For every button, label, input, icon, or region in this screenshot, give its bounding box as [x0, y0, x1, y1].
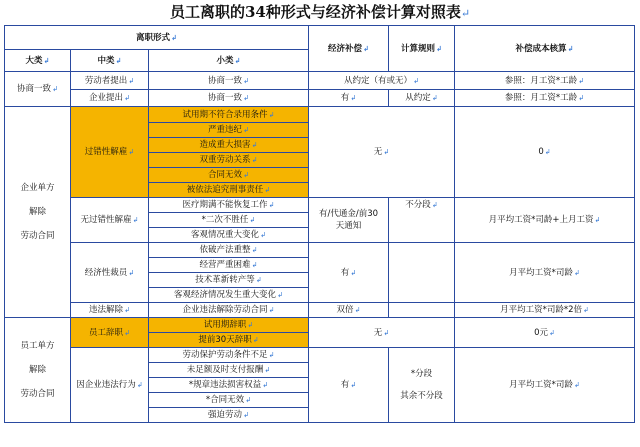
- nonfault-item: 客观情况重大变化↲: [149, 228, 309, 243]
- nonfault-item: *二次不胜任↲: [149, 213, 309, 228]
- resign-compensation: 无↲: [309, 318, 455, 348]
- header-compensation: 经济补偿↲: [309, 26, 389, 72]
- header-minor: 小类↲: [149, 50, 309, 72]
- nonfault-compensation: 有/代通金/前30 天通知: [309, 198, 389, 243]
- econ-item: 经营严重困难↲: [149, 258, 309, 273]
- enterprise-unilateral-major: 企业单方 解除 劳动合同: [5, 107, 71, 318]
- enterprise-rule: 从约定↲: [389, 90, 455, 107]
- illegal-termination: 违法解除↲: [71, 303, 149, 318]
- header-cost: 补偿成本核算↲: [455, 26, 635, 72]
- violation-item: *规章违法损害权益↲: [149, 378, 309, 393]
- illegal-rule: [389, 303, 455, 318]
- violation-cost: 月平均工资*司龄↲: [455, 348, 635, 423]
- enterprise-compensation: 有↲: [309, 90, 389, 107]
- compensation-table: [4, 25, 635, 423]
- enterprise-propose: 企业提出↲: [71, 90, 149, 107]
- economic-layoff: 经济性裁员↲: [71, 243, 149, 303]
- resign-item: 试用期辞职↲: [149, 318, 309, 333]
- illegal-compensation: 双倍↲: [309, 303, 389, 318]
- fault-compensation: 无↲: [309, 107, 455, 198]
- header-middle: 中类↲: [71, 50, 149, 72]
- header-form: 离职形式↲: [5, 26, 309, 50]
- return-mark-icon: ↵: [460, 7, 471, 20]
- page-title: 员工离职的34种形式与经济补偿计算对照表↵: [169, 3, 471, 21]
- econ-cost: 月平均工资*司龄↲: [455, 243, 635, 303]
- header-rule: 计算规则↲: [389, 26, 455, 72]
- fault-item: 试用期不符合录用条件↲: [149, 107, 309, 123]
- worker-compensation: 从约定（有或无）↲: [309, 72, 455, 90]
- violation-rule: *分段 其余不分段: [389, 348, 455, 423]
- resign-item: 提前30天辞职↲: [149, 333, 309, 348]
- enterprise-minor: 协商一致↲: [149, 90, 309, 107]
- negotiate-major: 协商一致↲: [5, 72, 71, 107]
- violation-item: 未足额及时支付报酬↲: [149, 363, 309, 378]
- fault-item: 双重劳动关系↲: [149, 153, 309, 168]
- econ-item: 技术革新转产等↲: [149, 273, 309, 288]
- violation-item: 强迫劳动↲: [149, 408, 309, 423]
- econ-rule: [389, 243, 455, 303]
- violation-item: *合同无效↲: [149, 393, 309, 408]
- nonfault-dismissal: 无过错性解雇↲: [71, 198, 149, 243]
- employee-unilateral-major: 员工单方 解除 劳动合同: [5, 318, 71, 423]
- econ-item: 依破产法重整↲: [149, 243, 309, 258]
- resign-cost: 0元↲: [455, 318, 635, 348]
- nonfault-rule: 不分段↲: [389, 198, 455, 243]
- econ-item: 客观经济情况发生重大变化↲: [149, 288, 309, 303]
- header-major: 大类↲: [5, 50, 71, 72]
- fault-item: 造成重大损害↲: [149, 138, 309, 153]
- violation-compensation: 有↲: [309, 348, 389, 423]
- worker-propose: 劳动者提出↲: [71, 72, 149, 90]
- violation-item: 劳动保护劳动条件不足↲: [149, 348, 309, 363]
- worker-cost: 参照：月工资*工龄↲: [455, 72, 635, 90]
- econ-compensation: 有↲: [309, 243, 389, 303]
- illegal-minor: 企业违法解除劳动合同↲: [149, 303, 309, 318]
- illegal-cost: 月平均工资*司龄*2倍↲: [455, 303, 635, 318]
- enterprise-violation: 因企业违法行为↲: [71, 348, 149, 423]
- fault-item: 合同无效↲: [149, 168, 309, 183]
- employee-resign: 员工辞职↲: [71, 318, 149, 348]
- fault-item: 被依法追究刑事责任↲: [149, 183, 309, 198]
- fault-item: 严重违纪↲: [149, 123, 309, 138]
- nonfault-item: 医疗期满不能恢复工作↲: [149, 198, 309, 213]
- enterprise-cost: 参照：月工资*工龄↲: [455, 90, 635, 107]
- fault-dismissal: 过错性解雇↲: [71, 107, 149, 198]
- fault-cost: 0↲: [455, 107, 635, 198]
- nonfault-cost: 月平均工资*司龄+上月工资↲: [455, 198, 635, 243]
- worker-minor: 协商一致↲: [149, 72, 309, 90]
